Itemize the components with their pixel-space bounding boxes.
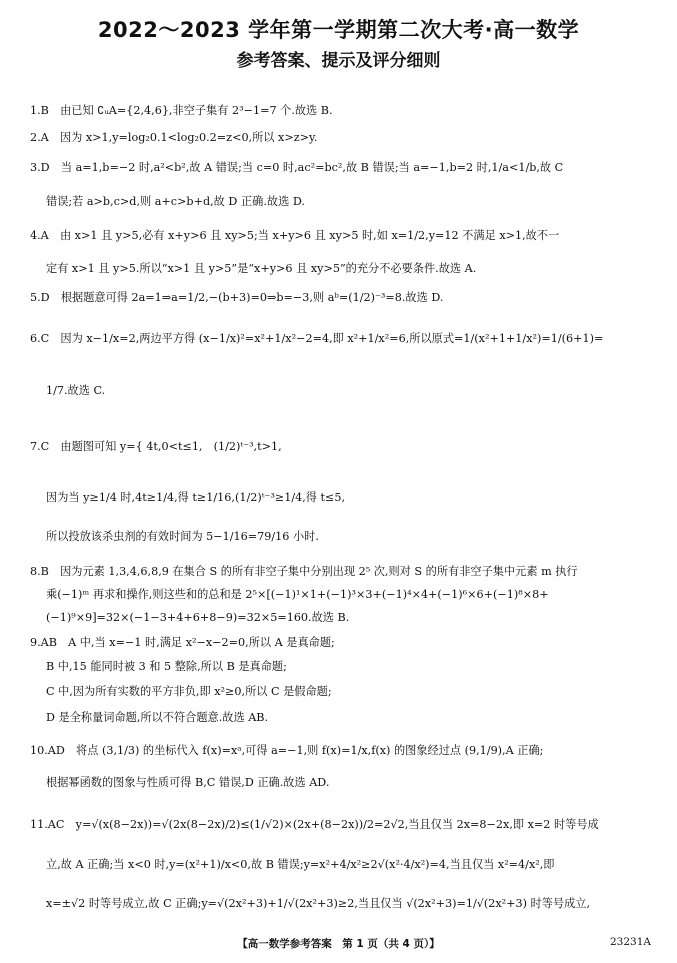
answer-line: 2.A 因为 x>1,y=log₂0.1<log₂0.2=z<0,所以 x>z>y. <box>30 131 318 144</box>
answer-line: 6.C 因为 x−1/x=2,两边平方得 (x−1/x)²=x²+1/x²−2=4,即 x²+1/x²=6,所以原式=1/(x²+1+1/x²)=1/(6+1)= <box>30 332 604 345</box>
answer-line: 根据幂函数的图象与性质可得 B,C 错误,D 正确.故选 AD. <box>46 776 330 789</box>
answer-line: 11.AC y=√(x(8−2x))=√(2x(8−2x)/2)≤(1/√2)×(2x+(8−2x))/2=2√2,当且仅当 2x=8−2x,即 x=2 时等号成 <box>30 818 599 831</box>
answer-line: C 中,因为所有实数的平方非负,即 x²≥0,所以 C 是假命题; <box>46 685 332 698</box>
page-title: 2022～2023 学年第一学期第二次大考·高一数学 <box>97 18 580 42</box>
answer-line: 8.B 因为元素 1,3,4,6,8,9 在集合 S 的所有非空子集中分别出现 2⁵ 次,则对 S 的所有非空子集中元素 m 执行 <box>30 565 578 578</box>
answer-line: 1/7.故选 C. <box>46 384 106 397</box>
answer-line: 定有 x>1 且 y>5.所以“x>1 且 y>5”是“x+y>6 且 xy>5”的充分不必要条件.故选 A. <box>46 262 477 275</box>
footer-page-info: 【高一数学参考答案 第 1 页（共 4 页）】 <box>237 938 440 950</box>
answer-line: x=±√2 时等号成立,故 C 正确;y=√(2x²+3)+1/√(2x²+3)≥2,当且仅当 √(2x²+3)=1/√(2x²+3) 时等号成立, <box>46 897 591 910</box>
answer-line: (−1)⁹×9]=32×(−1−3+4+6+8−9)=32×5=160.故选 B. <box>46 611 350 624</box>
answer-line: 5.D 根据题意可得 2a=1⇒a=1/2,−(b+3)=0⇒b=−3,则 aᵇ=(1/2)⁻³=8.故选 D. <box>30 291 444 304</box>
answer-line: 乘(−1)ᵐ 再求和操作,则这些和的总和是 2⁵×[(−1)¹×1+(−1)³×3+(−1)⁴×4+(−1)⁶×6+(−1)⁸×8+ <box>46 588 549 601</box>
answer-line: 10.AD 将点 (3,1/3) 的坐标代入 f(x)=xᵃ,可得 a=−1,则 f(x)=1/x,f(x) 的图象经过点 (9,1/9),A 正确; <box>30 744 544 757</box>
footer-code: 23231A <box>610 936 651 948</box>
answer-line: 3.D 当 a=1,b=−2 时,a²<b²,故 A 错误;当 c=0 时,ac²=bc²,故 B 错误;当 a=−1,b=2 时,1/a<1/b,故 C <box>30 161 564 174</box>
answer-line: 9.AB A 中,当 x=−1 时,满足 x²−x−2=0,所以 A 是真命题; <box>30 636 335 649</box>
answer-line: B 中,15 能同时被 3 和 5 整除,所以 B 是真命题; <box>46 660 287 673</box>
answer-line: 所以投放该杀虫剂的有效时间为 5−1/16=79/16 小时. <box>46 530 319 543</box>
answer-line: D 是全称量词命题,所以不符合题意.故选 AB. <box>46 711 269 724</box>
answer-line: 因为当 y≥1/4 时,4t≥1/4,得 t≥1/16,(1/2)ᵗ⁻³≥1/4,得 t≤5, <box>46 491 346 504</box>
answer-line: 立,故 A 正确;当 x<0 时,y=(x²+1)/x<0,故 B 错误;y=x²+4/x²≥2√(x²·4/x²)=4,当且仅当 x²=4/x²,即 <box>46 858 555 871</box>
answer-line: 4.A 由 x>1 且 y>5,必有 x+y>6 且 xy>5;当 x+y>6 且 xy>5 时,如 x=1/2,y=12 不满足 x>1,故不一 <box>30 229 560 242</box>
answer-line: 1.B 由已知 ∁ᵤA={2,4,6},非空子集有 2³−1=7 个.故选 B. <box>30 104 333 117</box>
page-subtitle: 参考答案、提示及评分细则 <box>236 51 441 71</box>
answer-line: 7.C 由题图可知 y={ 4t,0<t≤1, (1/2)ᵗ⁻³,t>1, <box>30 440 282 453</box>
answer-line: 错误;若 a>b,c>d,则 a+c>b+d,故 D 正确.故选 D. <box>46 195 305 208</box>
